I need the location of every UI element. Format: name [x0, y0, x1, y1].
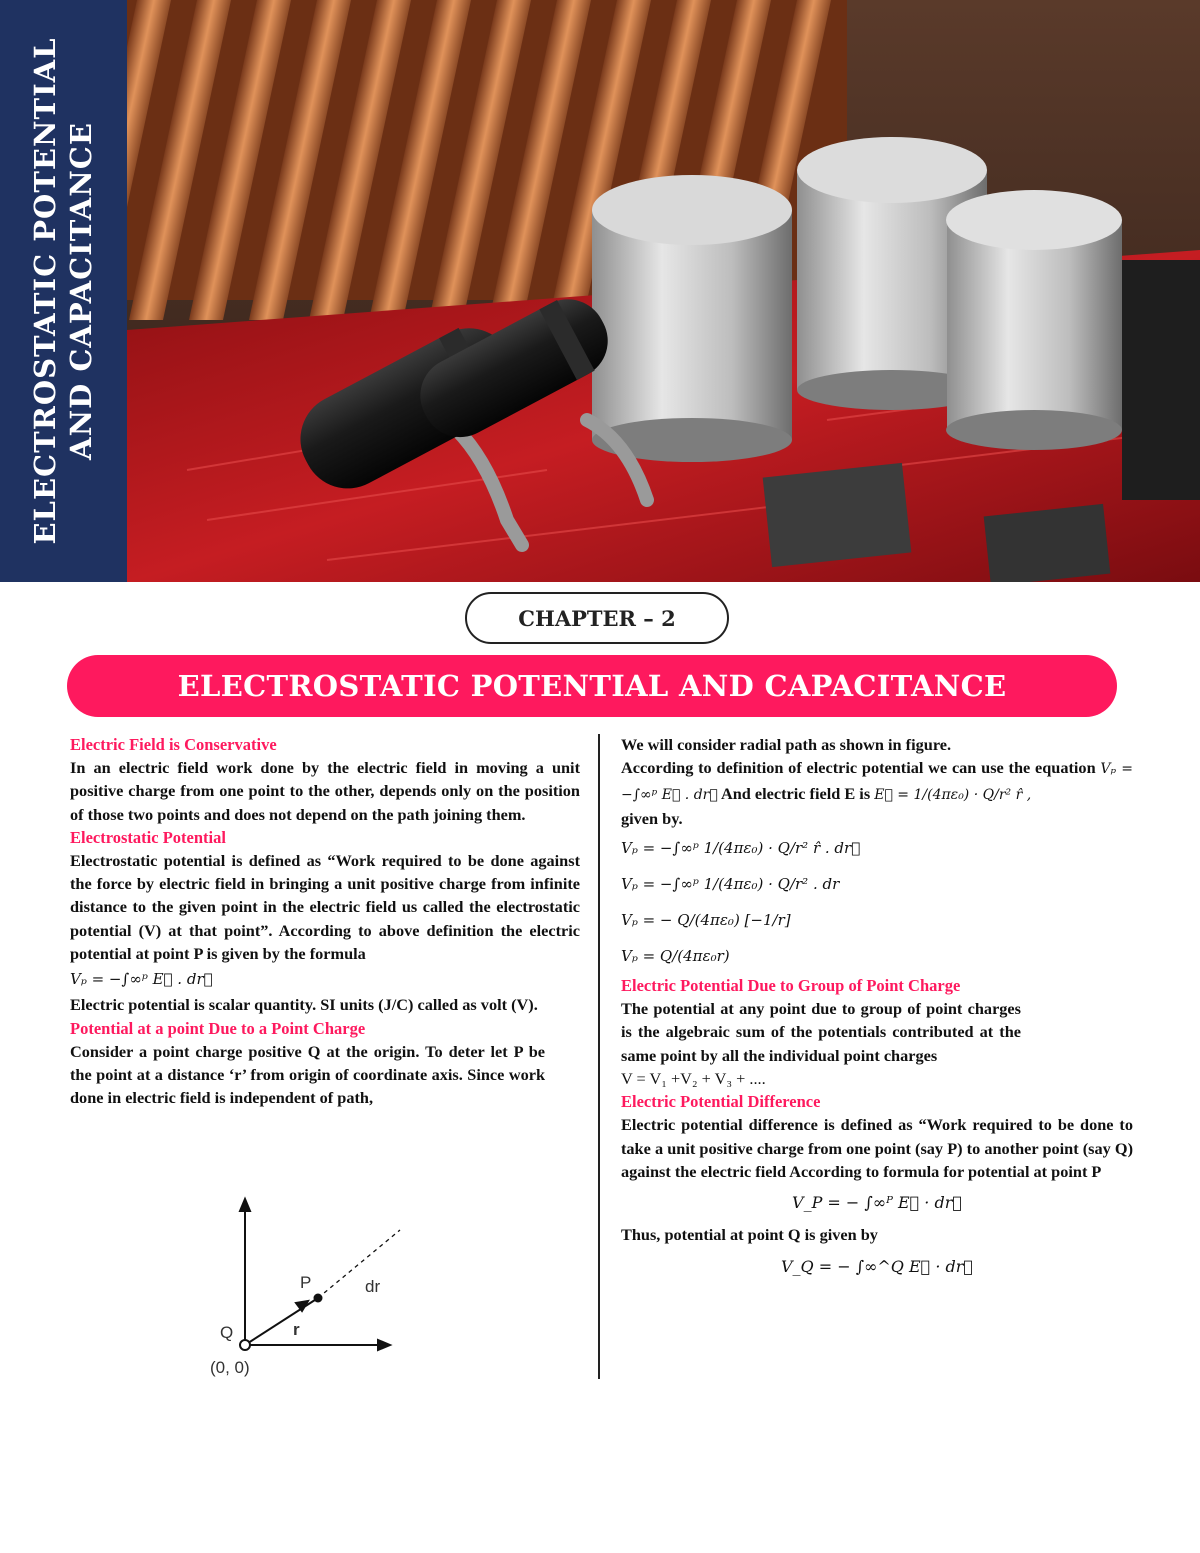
section-heading-electrostatic-potential: Electrostatic Potential	[70, 827, 226, 847]
scalar-quantity-note: Electric potential is scalar quantity. SI units (J/C) called as volt (V).	[70, 995, 538, 1015]
potential-at-p-equation: V_P = − ∫∞ᴾ E⃗ · dr⃗	[792, 1193, 962, 1213]
right-column	[621, 733, 1133, 1287]
given-by-text: given by.	[621, 808, 683, 828]
section-body-group-charges: The potential at any point due to group of point charges is the algebraic sum of the potentials contributed at the same point by all the individual point charges	[621, 999, 1021, 1065]
potential-at-q-equation: V_Q = − ∫∞^Q E⃗ · dr⃗	[780, 1256, 974, 1276]
potential-at-q-intro: Thus, potential at point Q is given by	[621, 1225, 878, 1245]
formula-potential-definition: Vₚ = −∫∞ᵖ E⃗ . dr⃗	[70, 970, 213, 989]
label-origin: (0, 0)	[210, 1358, 250, 1377]
radial-path-diagram	[200, 1195, 420, 1385]
cover-banner	[0, 0, 1200, 582]
section-heading-potential-difference: Electric Potential Difference	[621, 1092, 821, 1112]
section-body-conservative: In an electric field work done by the electric field in moving a unit positive charge from one point to the other, depends only on the position of those two points and does not depend on the path joining them.	[70, 758, 580, 824]
section-body-point-charge: Consider a point charge positive Q at the origin. To deter let P be the point at a distance ‘r’ from origin of coordinate axis. Since work done in electric field is independent of path,	[70, 1041, 545, 1108]
derivation-step-3: Vₚ = − Q/(4πε₀) [−1/r]	[621, 911, 791, 930]
side-title-line-1: ELECTROSTATIC POTENTIAL	[27, 37, 62, 545]
main-title: ELECTROSTATIC POTENTIAL AND CAPACITANCE	[67, 655, 1117, 717]
section-body-potential-difference: Electric potential difference is defined as “Work required to be done to take a unit positive charge from one point (say P) to another point (say Q) against the electric field According to formula for potential at point P	[621, 1115, 1133, 1181]
derivation-step-1: Vₚ = −∫∞ᵖ 1/(4πε₀) · Q/r² r̂ . dr⃗	[621, 839, 861, 858]
inline-potential-equation: Vₚ = −∫∞ᵖ E⃗ . dr⃗	[621, 761, 1134, 803]
derivation-step-4: Vₚ = Q/(4πε₀r)	[621, 947, 730, 966]
circuit-board-photo	[127, 0, 1200, 582]
derivation-step-2: Vₚ = −∫∞ᵖ 1/(4πε₀) · Q/r² . dr	[621, 875, 840, 894]
superposition-formula: V = V₁ +V₂ + V₃ + ....	[621, 1069, 766, 1089]
radial-path	[318, 1230, 400, 1298]
column-divider	[598, 734, 600, 1379]
side-title-line-2: AND CAPACITANCE	[64, 122, 98, 460]
y-axis-arrowhead	[240, 1199, 250, 1211]
section-heading-conservative: Electric Field is Conservative	[70, 735, 277, 754]
side-title-band	[0, 0, 127, 582]
label-p: P	[300, 1273, 312, 1292]
section-body-electrostatic-potential: Electrostatic potential is defined as “Work required to be done against the force by electric field in bringing a unit positive charge from infinite distance to the given point in the electric field us called the electrostatic potential (V) at that point”. According to above definition the electric potential at point P is given by the formula	[70, 850, 580, 964]
label-dr: dr	[365, 1277, 381, 1296]
x-axis-arrowhead	[378, 1340, 390, 1350]
left-column	[70, 733, 580, 1110]
definition-intro-text: According to definition of electric potential we can use the equation	[621, 758, 1096, 778]
label-q: Q	[220, 1323, 234, 1342]
point-p	[314, 1294, 323, 1303]
radial-path-intro: We will consider radial path as shown in figure.	[621, 735, 952, 754]
side-title	[27, 37, 100, 544]
chapter-label: CHAPTER – 2	[465, 592, 729, 644]
charge-q-point	[240, 1340, 250, 1350]
section-heading-group-charges: Electric Potential Due to Group of Point Charge	[621, 976, 961, 996]
label-r: r	[293, 1320, 300, 1339]
definition-intro	[621, 756, 1133, 807]
inline-field-equation: E⃗ = 1/(4πε₀) · Q/r² r̂ ,	[874, 786, 1032, 803]
position-vector-r	[245, 1298, 318, 1345]
field-intro-text: And electric field E is	[720, 783, 871, 803]
section-heading-point-charge: Potential at a point Due to a Point Charge	[70, 1018, 366, 1038]
